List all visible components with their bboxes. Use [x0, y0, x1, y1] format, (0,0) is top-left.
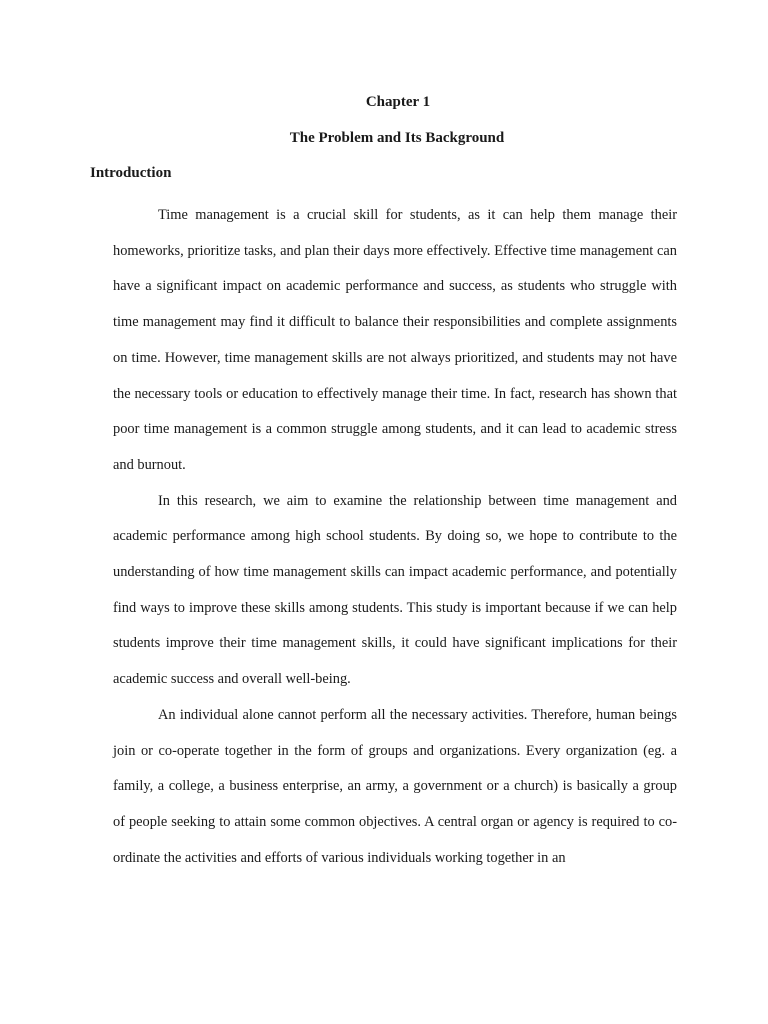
section-heading-introduction: Introduction: [90, 165, 172, 181]
body-text: [113, 198, 677, 876]
chapter-title: Chapter 1: [365, 94, 431, 110]
paragraph-1: Time management is a crucial skill for students, as it can help them manage their homeworks, prioritize tasks, and plan their days more effectively. Effective time management can have a significant impact on academic performance and success, as students who struggle with time management may find it difficult to balance their responsibilities and complete assignments on time. However, time management skills are not always prioritized, and students may not have the necessary tools or education to effectively manage their time. In fact, research has shown that poor time management is a common struggle among students, and it can lead to academic stress and burnout.: [113, 207, 677, 473]
paragraph-2: In this research, we aim to examine the relationship between time management and academic performance among high school students. By doing so, we hope to contribute to the understanding of how time management skills can impact academic performance, and potentially find ways to improve these skills among students. This study is important because if we can help students improve their time management skills, it could have significant implications for their academic success and overall well-being.: [113, 492, 677, 688]
chapter-subtitle: The Problem and Its Background: [289, 130, 505, 146]
paragraph-3: An individual alone cannot perform all the necessary activities. Therefore, human beings join or co-operate together in the form of groups and organizations. Every organization (eg. a family, a college, a business enterprise, an army, a government or a church) is basically a group of people seeking to attain some common objectives. A central organ or agency is required to co-ordinate the activities and efforts of various individuals working together in an: [113, 706, 677, 866]
